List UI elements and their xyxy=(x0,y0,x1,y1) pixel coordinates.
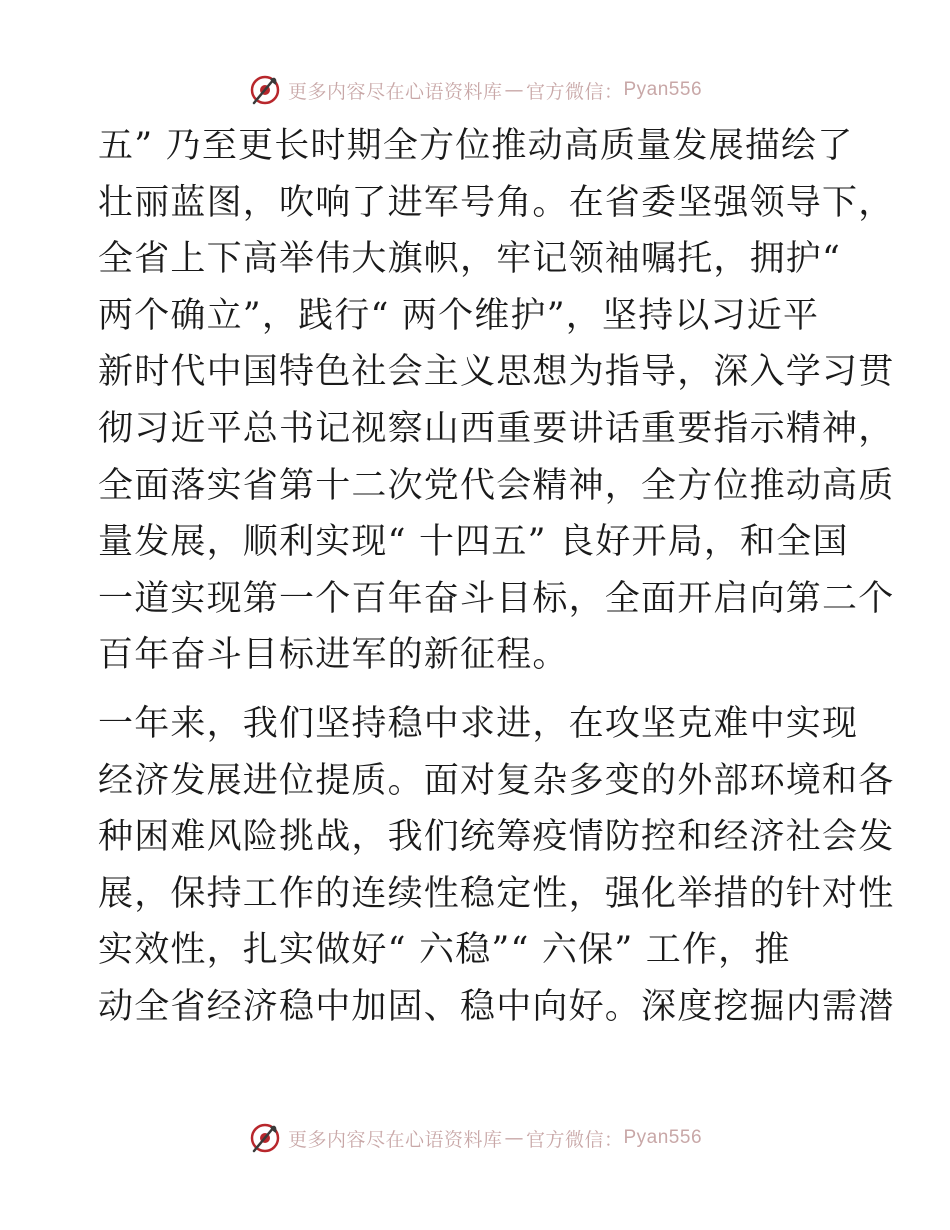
paragraph-2 xyxy=(98,696,895,1036)
text-line: 种困难风险挑战，我们统筹疫情防控和经济社会发 xyxy=(98,817,895,858)
watermark-dash: — xyxy=(504,1127,524,1149)
quill-seal-icon xyxy=(248,73,282,107)
text-line: 两个确立”，践行“ 两个维护”，坚持以习近平 xyxy=(98,295,820,336)
quill-seal-icon xyxy=(248,1121,282,1155)
text-line: 实效性，扎实做好“ 六稳”“ 六保” 工作，推 xyxy=(98,930,791,971)
document-body xyxy=(98,118,895,1036)
footer-watermark xyxy=(0,1118,950,1158)
text-line: 一道实现第一个百年奋斗目标，全面开启向第二个 xyxy=(98,578,895,619)
watermark-text: 更多内容尽在心语资料库 xyxy=(287,80,503,103)
watermark-dash: — xyxy=(504,79,524,101)
watermark-contact-label: 官方微信： xyxy=(525,80,624,103)
text-line: 五” 乃至更长时期全方位推动高质量发展描绘了 xyxy=(98,126,854,166)
text-line: 动全省经济稳中加固、稳中向好。深度挖掘内需潜 xyxy=(98,986,895,1027)
text-line: 壮丽蓝图，吹响了进军号角。在省委坚强领导下， xyxy=(98,182,895,223)
watermark-contact-label: 官方微信： xyxy=(525,1128,624,1151)
text-line: 一年来，我们坚持稳中求进，在攻坚克难中实现 xyxy=(98,703,859,744)
header-watermark xyxy=(0,70,950,110)
text-line: 量发展，顺利实现“ 十四五” 良好开局，和全国 xyxy=(98,522,849,563)
text-line: 百年奋斗目标进军的新征程。 xyxy=(98,635,569,676)
paragraph-1 xyxy=(98,118,895,684)
watermark-text: 更多内容尽在心语资料库 xyxy=(287,1128,503,1151)
text-line: 经济发展进位提质。面对复杂多变的外部环境和各 xyxy=(98,760,895,801)
text-line: 彻习近平总书记视察山西重要讲话重要指示精神， xyxy=(98,408,895,449)
text-line: 展，保持工作的连续性稳定性，强化举措的针对性 xyxy=(98,873,895,914)
watermark-contact-id: Pyan556 xyxy=(623,1127,703,1148)
text-line: 全面落实省第十二次党代会精神，全方位推动高质 xyxy=(98,465,895,506)
watermark-contact-id: Pyan556 xyxy=(623,79,703,100)
text-line: 全省上下高举伟大旗帜，牢记领袖嘱托，拥护“ xyxy=(98,239,842,280)
text-line: 新时代中国特色社会主义思想为指导，深入学习贯 xyxy=(98,352,895,393)
